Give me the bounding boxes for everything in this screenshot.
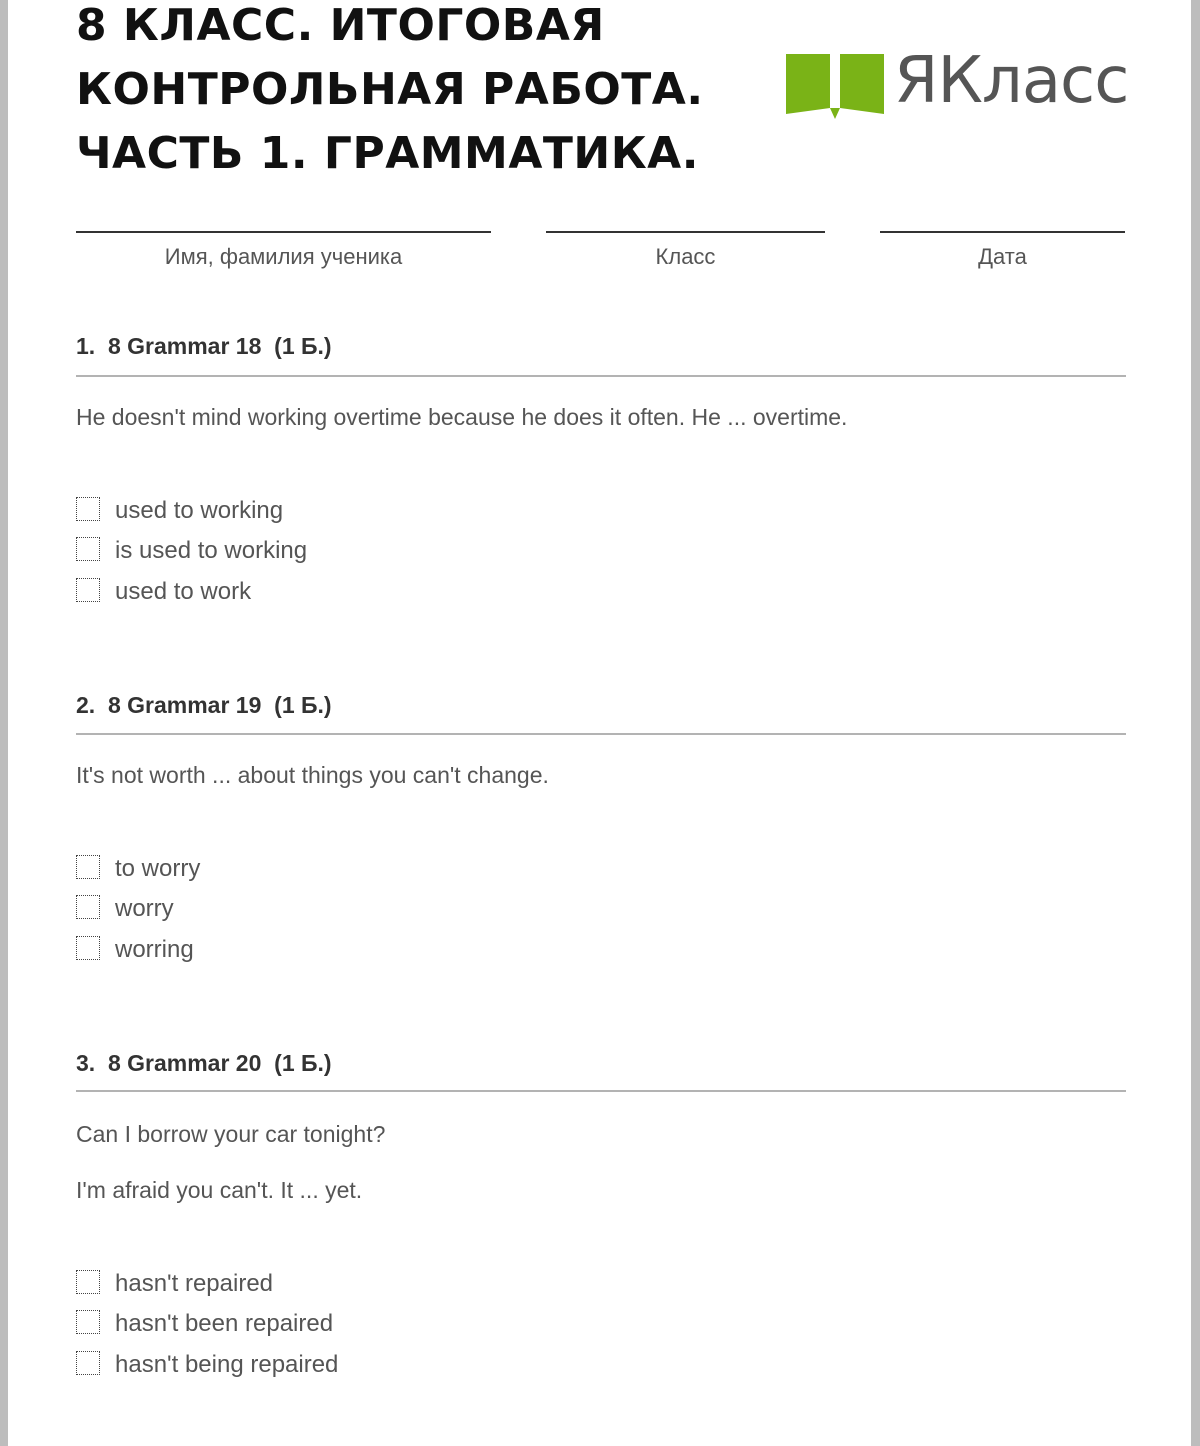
checkbox[interactable]	[76, 895, 100, 919]
page-title	[76, 0, 704, 186]
option-label: is used to working	[115, 537, 308, 564]
option-label: used to work	[115, 578, 252, 605]
checkbox[interactable]	[76, 1270, 100, 1294]
checkbox[interactable]	[76, 936, 100, 960]
option-label: used to working	[115, 497, 284, 524]
question-3-divider	[76, 1090, 1126, 1092]
option-label: worring	[115, 936, 194, 963]
question-3-text-2: I'm afraid you can't. It ... yet.	[76, 1177, 363, 1203]
checkbox[interactable]	[76, 537, 100, 561]
question-2-text: It's not worth ... about things you can't change.	[76, 762, 549, 788]
option-label: to worry	[115, 855, 201, 882]
title-line-3: ЧАСТЬ 1. ГРАММАТИКА.	[76, 128, 699, 179]
checkbox[interactable]	[76, 497, 100, 521]
title-line-1: 8 КЛАСС. ИТОГОВАЯ	[76, 0, 605, 51]
checkbox[interactable]	[76, 1351, 100, 1375]
name-field-label: Имя, фамилия ученика	[164, 244, 403, 269]
date-field-label: Дата	[978, 244, 1027, 269]
checkbox[interactable]	[76, 1310, 100, 1334]
question-1-text: He doesn't mind working overtime because he does it often. He ... overtime.	[76, 404, 848, 430]
date-signature-line	[880, 231, 1125, 233]
option-label: hasn't repaired	[115, 1270, 274, 1297]
question-1-header: 1. 8 Grammar 18 (1 Б.)	[76, 333, 332, 359]
option-label: hasn't being repaired	[115, 1351, 339, 1378]
worksheet-page	[8, 0, 1191, 1446]
option-label: hasn't been repaired	[115, 1310, 334, 1337]
yaklass-logo	[786, 44, 1136, 123]
question-2-divider	[76, 733, 1126, 735]
option-label: worry	[115, 895, 174, 922]
title-line-2: КОНТРОЛЬНАЯ РАБОТА.	[76, 64, 704, 115]
class-signature-line	[546, 231, 825, 233]
book-icon	[786, 48, 886, 123]
question-3-header: 3. 8 Grammar 20 (1 Б.)	[76, 1050, 332, 1076]
checkbox[interactable]	[76, 855, 100, 879]
name-signature-line	[76, 231, 491, 233]
question-2-header: 2. 8 Grammar 19 (1 Б.)	[76, 692, 332, 718]
logo-text: ЯКласс	[894, 44, 1129, 118]
question-1-divider	[76, 375, 1126, 377]
checkbox[interactable]	[76, 578, 100, 602]
question-3-text-1: Can I borrow your car tonight?	[76, 1121, 386, 1147]
class-field-label: Класс	[655, 244, 716, 269]
